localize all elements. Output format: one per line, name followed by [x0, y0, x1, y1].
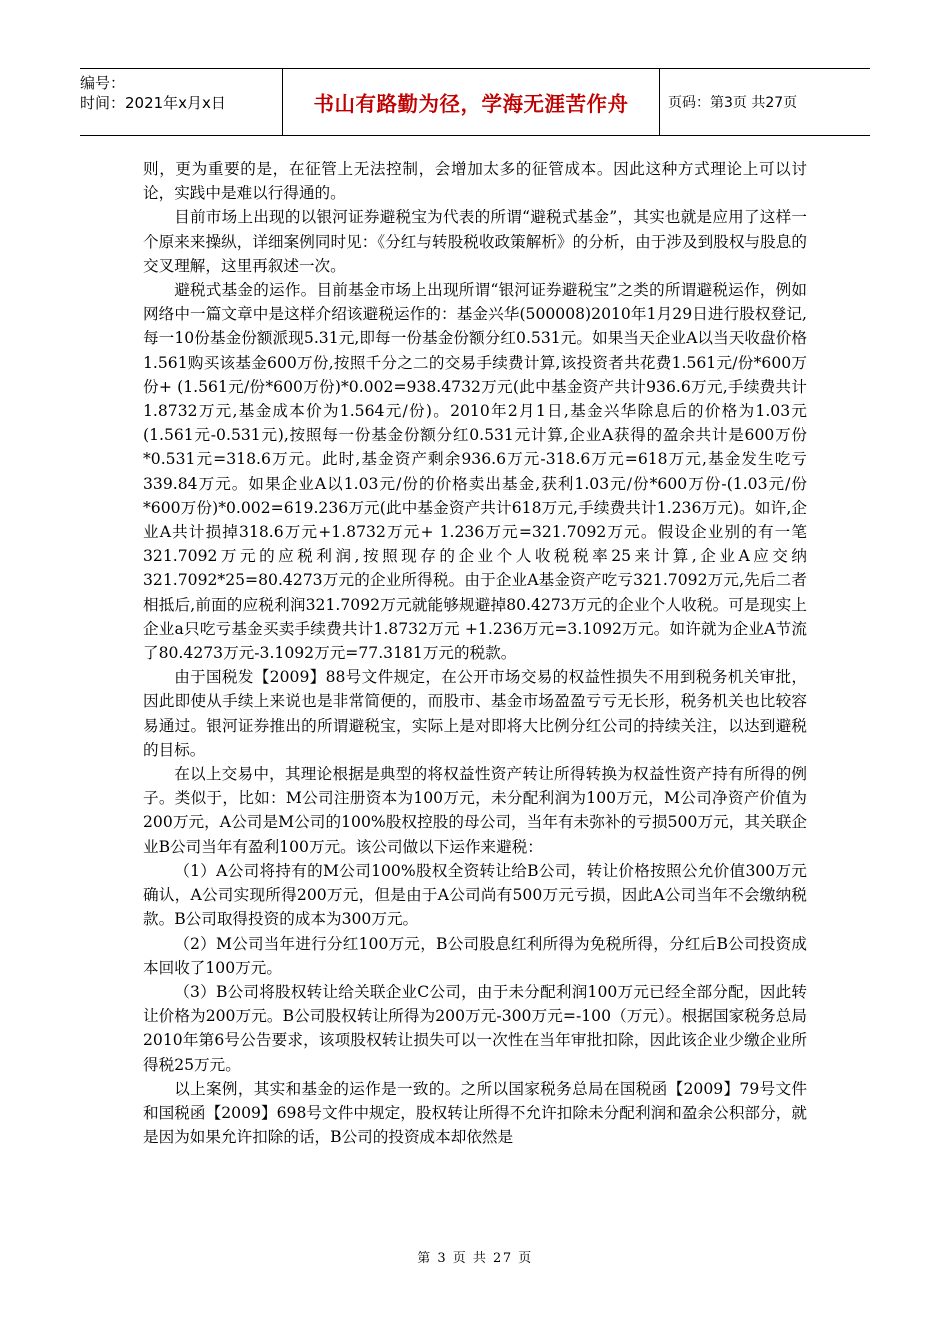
header-motto: 书山有路勤为径，学海无涯苦作舟 [283, 69, 660, 135]
body-paragraph: （2）M公司当年进行分红100万元，B公司股息红利所得为免税所得，分红后B公司投资成本回收了100万元。 [143, 934, 807, 977]
body-paragraph: 由于国税发【2009】88号文件规定，在公开市场交易的权益性损失不用到税务机关审批，因此即使从手续上来说也是非常简便的，而股市、基金市场盈盈亏亏无长形，税务机关也比较容易通过。银河证券推出的所谓避税宝，实际上是对即将大比例分红公司的持续关注，以达到避税的目标。 [143, 668, 807, 759]
body-paragraph: （1）A公司将持有的M公司100%股权全资转让给B公司，转让价格按照公允价值300万元确认，A公司实现所得200万元，但是由于A公司尚有500万元亏损，因此A公司当年不会缴纳税款。B公司取得投资的成本为300万元。 [143, 861, 807, 929]
body-paragraph: （3）B公司将股权转让给关联企业C公司，由于未分配利润100万元已经全部分配，因此转让价格为200万元。B公司股权转让所得为200万元-300万元=-100（万元）。根据国家税务总局2010年第6号公告要求，该项股权转让损失可以一次性在当年审批扣除，因此该企业少缴企业所得税25万元。 [143, 982, 807, 1074]
body-paragraph: 则，更为重要的是，在征管上无法控制，会增加太多的征管成本。因此这种方式理论上可以讨论，实践中是难以行得通的。 [143, 160, 807, 203]
body-paragraph: 在以上交易中，其理论根据是典型的将权益性资产转让所得转换为权益性资产持有所得的例子。类似于，比如：M公司注册资本为100万元，未分配利润为100万元，M公司净资产价值为200万元，A公司是M公司的100%股权控股的母公司，当年有未弥补的亏损500万元，其关联企业B公司当年有盈利100万元。该公司做以下运作来避税： [143, 765, 807, 856]
body-paragraph: 避税式基金的运作。目前基金市场上出现所谓“银河证券避税宝”之类的所谓避税运作，例如网络中一篇文章中是这样介绍该避税运作的：基金兴华(500008)2010年1月29日进行股权登记,每一10份基金份额派现5.31元,即每一份基金份额分红0.531元。如果当天企业A以当天收盘价格1.561购买该基金600万份,按照千分之二的交易手续费计算,该投资者共花费1.561元/份*600万份+ (1.561元/份*600万份)*0.002=938.4732万元(此中基金资产共计936.6万元,手续费共计1.8732万元,基金成本价为1.564元/份)。2010年2月1日,基金兴华除息后的价格为1.03元(1.561元-0.531元),按照每一份基金份额分红0.531元计算,企业A获得的盈余共计是600万份*0.531元=318.6万元。此时,基金资产剩余936.6万元-318.6万元=618万元,基金发生吃亏339.84万元。如果企业A以1.03元/份的价格卖出基金,获利1.03元/份*600万份-(1.03元/份*600万份)*0.002=619.236万元(此中基金资产共计618万元,手续费共计1.236万元)。如许,企业A共计损掉318.6万元+1.8732万元+ 1.236万元=321.7092万元。假设企业别的有一笔321.7092万元的应税利润,按照现存的企业个人收税税率25来计算,企业A应交纳321.7092*25=80.4273万元的企业所得税。由于企业A基金资产吃亏321.7092万元,先后二者相抵后,前面的应税利润321.7092万元就能够规避掉80.4273万元的企业个人收税。可是现实上企业a只吃亏基金买卖手续费共计1.8732万元 +1.236万元=3.1092万元。如许就为企业A节流了80.4273万元-3.1092万元=77.3181万元的税款。 [143, 281, 807, 663]
page-footer: 第 3 页 共 27 页 [417, 1251, 533, 1266]
document-date-label: 时间：2021年x月x日 [80, 94, 226, 112]
header-meta [80, 69, 283, 135]
page-header [80, 68, 870, 136]
body-paragraph: 以上案例，其实和基金的运作是一致的。之所以国家税务总局在国税函【2009】79号文件和国税函【2009】698号文件中规定，股权转让所得不允许扣除未分配利润和盈余公积部分，就是因为如果允许扣除的话，B公司的投资成本却依然是 [143, 1079, 807, 1147]
body-paragraph: 目前市场上出现的以银河证券避税宝为代表的所谓“避税式基金”，其实也就是应用了这样一个原来来操纵，详细案例同时见：《分红与转股税收政策解析》的分析，由于涉及到股权与股息的交叉理解，这里再叙述一次。 [143, 208, 807, 275]
document-body [143, 157, 807, 1149]
document-number-label: 编号： [80, 74, 126, 92]
header-page-number: 页码：第3页 共27页 [668, 95, 798, 111]
